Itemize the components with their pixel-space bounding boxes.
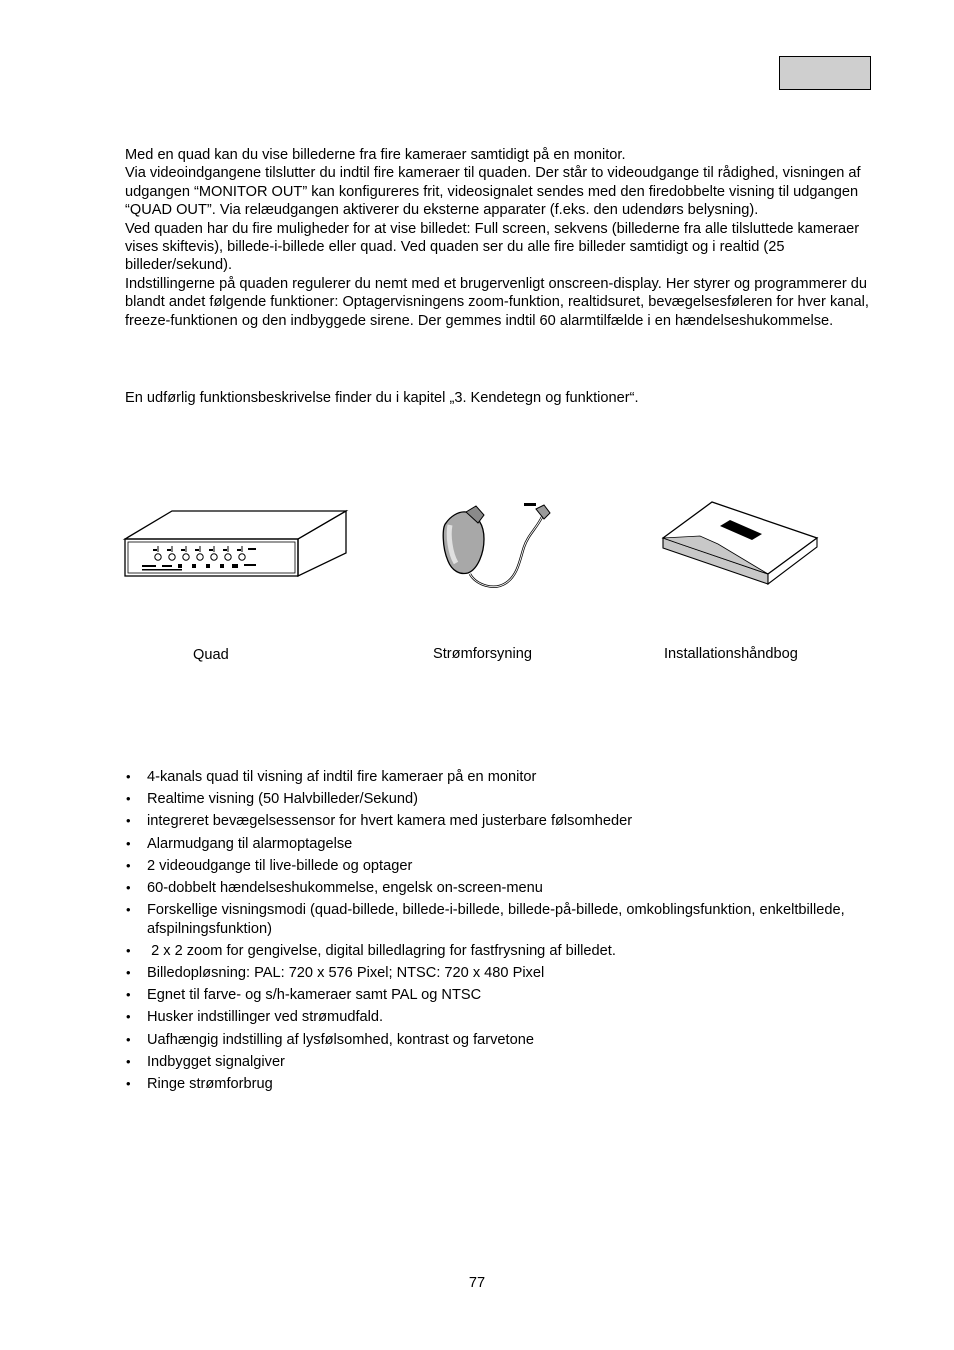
intro-paragraph: Indstillingerne på quaden regulerer du nemt med et brugervenligt onscreen-display. Her styrer og programmerer du blandt andet følgende funktioner: Optagervisningens zoom-funktion, realtidsuret, bevægelsesføleren for hver kanal, freeze-funktionen og den indbyggede sirene. Der gemmes indtil 60 alarmtilfælde i en hændelseshukommelse. [125, 275, 869, 329]
reference-text: En udførlig funktionsbeskrivelse finder du i kapitel „3. Kendetegn og funktioner“. [125, 390, 639, 406]
caption-manual: Installationshåndbog [664, 646, 798, 662]
page-number: 77 [468, 1275, 486, 1291]
feature-item: • Egnet til farve- og s/h-kameraer samt PAL og NTSC [125, 986, 845, 1004]
manual-book-icon [660, 498, 820, 586]
caption-quad: Quad [193, 647, 229, 663]
feature-item: • Alarmudgang til alarmoptagelse [125, 835, 845, 853]
feature-item: • 4-kanals quad til visning af indtil fire kameraer på en monitor [125, 768, 845, 786]
feature-item: • Uafhængig indstilling af lysfølsomhed, kontrast og farvetone [125, 1031, 845, 1049]
power-supply-icon [432, 495, 552, 593]
feature-item: • integreret bevægelsessensor for hvert kamera med justerbare følsomheder [125, 812, 845, 830]
feature-item: • 2 videoudgange til live-billede og optager [125, 857, 845, 875]
feature-item: • Billedopløsning: PAL: 720 x 576 Pixel; NTSC: 720 x 480 Pixel [125, 964, 845, 982]
feature-list [125, 768, 845, 1097]
intro-paragraph: Med en quad kan du vise billederne fra fire kameraer samtidigt på en monitor. [125, 147, 626, 163]
intro-paragraph: Ved quaden har du fire muligheder for at vise billedet: Full screen, sekvens (billederne fra alle tilsluttede kameraer vises skiftevis), billede-i-billede eller quad. Ved quaden ser du alle fire billeder samtidigt og i realtid (25 billeder/sekund). [125, 220, 860, 274]
caption-power-supply: Strømforsyning [433, 646, 532, 662]
feature-item: • Forskellige visningsmodi (quad-billede, billede-i-billede, billede-på-billede, omkoblingsfunktion, enkeltbillede, afspilningsfunktion) [125, 901, 845, 938]
language-tab-box [779, 56, 871, 90]
quad-device-icon [120, 505, 350, 585]
feature-item: • Ringe strømforbrug [125, 1075, 845, 1093]
feature-item: • 2 x 2 zoom for gengivelse, digital billedlagring for fastfrysning af billedet. [125, 942, 845, 960]
feature-item: • Realtime visning (50 Halvbilleder/Sekund) [125, 790, 845, 808]
intro-paragraph: Via videoindgangene tilslutter du indtil fire kameraer til quaden. Der står to videoudgange til rådighed, visningen af udgangen “MONITOR OUT” kan konfigureres frit, videosignalet sendes med den firedobbelte visning til udgangen “QUAD OUT”. Via relæudgangen aktiverer du eksterne apparater (f.eks. den udendørs belysning). [125, 165, 861, 219]
feature-item: • 60-dobbelt hændelseshukommelse, engelsk on-screen-menu [125, 879, 845, 897]
feature-item: • Husker indstillinger ved strømudfald. [125, 1008, 845, 1026]
feature-item: • Indbygget signalgiver [125, 1053, 845, 1071]
intro-text [125, 146, 885, 330]
